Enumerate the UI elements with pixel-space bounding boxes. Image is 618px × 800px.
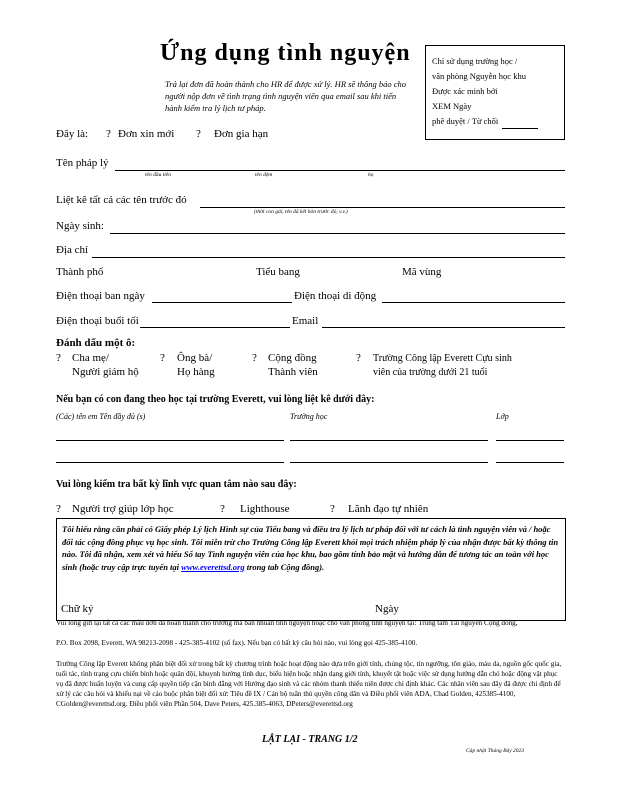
office-line-4: XEM Ngày: [432, 101, 472, 111]
community-label-1: Cộng đồng: [268, 352, 317, 364]
flip-page-note: LẬT LẠI - TRANG 1/2: [262, 734, 358, 745]
day-phone-label: Điện thoại ban ngày: [56, 290, 145, 302]
office-line-3: Được xác minh bởi: [432, 86, 498, 96]
middle-name-hint: tên đệm: [255, 172, 273, 178]
tutor-checkbox[interactable]: ?: [56, 503, 61, 515]
lighthouse-label: Lighthouse: [240, 503, 290, 515]
school-field-1[interactable]: [290, 440, 488, 441]
first-name-hint: tên đầu tiên: [145, 172, 171, 178]
date-label: Ngày: [375, 603, 399, 615]
alumni-checkbox[interactable]: ?: [356, 352, 361, 364]
school-column: Trường học: [290, 412, 328, 421]
school-field-2[interactable]: [290, 462, 488, 463]
day-phone-field[interactable]: [152, 302, 292, 303]
parent-label-1: Cha mẹ/: [72, 352, 109, 364]
application-type-label: Đây là:: [56, 128, 89, 140]
child-name-column: (Các) tên em Tên đầy đủ (s): [56, 412, 146, 421]
parent-checkbox[interactable]: ?: [56, 352, 61, 364]
office-line-5: phê duyệt / Từ chối: [432, 114, 558, 129]
email-label: Email: [292, 315, 319, 327]
lighthouse-checkbox[interactable]: ?: [220, 503, 225, 515]
signature-label: Chữ ký: [61, 603, 94, 615]
dob-label: Ngày sinh:: [56, 220, 104, 232]
grade-field-2[interactable]: [496, 462, 564, 463]
child-name-field-2[interactable]: [56, 462, 284, 463]
leader-label: Lãnh đạo tự nhiên: [348, 503, 429, 515]
state-label: Tiểu bang: [256, 266, 300, 278]
evening-phone-field[interactable]: [140, 327, 290, 328]
renewal-label: Đơn gia hạn: [214, 128, 269, 140]
tutor-label: Người trợ giúp lớp học: [72, 503, 174, 515]
non-discrimination-policy: Trường Công lập Everett không phân biệt đối xử trong bất kỳ chương trình hoặc hoạt động nào dựa trên giới tính, chủng tộc, tín ngưỡng, tôn giáo, màu da, nguồn gốc quốc gia, tuổi tác, tình trạng cựu chiến binh hoặc quân đội, khuynh hướng tình dục, biểu hiện hoặc nhận dạng giới tính, khuyết tật hoặc việc sử dụng hướng dẫn chó hoặc động vật phục vụ đã được huấn luyện và cung cấp quyền tiếp cận bình đẳng với Hướng đạo sinh và các nhóm thanh thiếu niên được chỉ định khác. Các nhân viên sau đây đã được chỉ định để xử lý các câu hỏi và khiếu nại về cáo buộc phân biệt đối xử: Tiêu đề IX / Cán bộ tuân thủ quyền công dân và Điều phối viên ADA, Chad Golden, 425385-4100, CGolden@everettsd.org. Điều phối viên Phần 504, Dave Peters, 425.385-4063, DPeters@everettsd.org: [56, 660, 562, 708]
parent-label-2: Người giám hộ: [72, 366, 139, 378]
address-label: Địa chỉ: [56, 244, 89, 256]
agreement-text-end: trong tab Cộng đồng).: [244, 561, 325, 572]
prior-names-label: Liệt kê tất cả các tên trước đó: [56, 194, 187, 206]
office-use-box: [425, 45, 565, 140]
alumni-label-1: Trường Công lập Everett Cựu sinh: [373, 353, 512, 364]
legal-name-label: Tên pháp lý: [56, 157, 109, 169]
page-title: Ứng dụng tình nguyện: [160, 40, 411, 66]
leader-checkbox[interactable]: ?: [330, 503, 335, 515]
office-line-2: văn phòng Nguyễn học khu: [432, 71, 526, 81]
agreement-text: Tôi hiểu rằng cần phải có Giấy phép Lý lịch Hình sự của Tiểu bang và điều tra lý lịch tư pháp đối với tư cách là tình nguyện viên và / hoặc đối tác cộng đồng phục vụ học sinh. Tôi miễn trừ cho Trường Công lập Everett khỏi mọi trách nhiệm pháp lý của nhận được bất kỳ thông tin nào. Tôi đã nhận, xem xét và hiểu Sổ tay Tình nguyện viên của học khu, bao gồm tính bảo mật và hướng dẫn để tương tác an toàn với học sinh (hoặc truy cập trực tuyến tại: [62, 524, 559, 572]
return-info: Vui lòng gửi lại tất cả các mẫu đơn đã hoàn thành cho trưởng mã ban nhuân tình nguyện hoặc cho văn phòng tình nguyện tại: Trung tâm Tài nguyên Cộng đồng,: [56, 619, 518, 627]
district-website-link[interactable]: www.everettsd.org: [181, 561, 245, 572]
community-label-2: Thành viên: [268, 366, 318, 378]
last-name-hint: họ: [368, 172, 374, 178]
new-app-label: Đơn xin mới: [118, 128, 175, 140]
mark-one-label: Đánh dấu một ô:: [56, 337, 136, 349]
grandparent-label-1: Ông bà/: [177, 352, 213, 364]
child-name-field-1[interactable]: [56, 440, 284, 441]
alumni-label-2: viên của trường dưới 21 tuổi: [373, 367, 488, 378]
renewal-checkbox[interactable]: ?: [196, 128, 201, 140]
evening-phone-label: Điện thoại buổi tối: [56, 315, 139, 327]
prior-names-hint: (thời con gái, tên đã kết hôn trước đó, v.v.): [254, 209, 348, 215]
children-question: Nếu bạn có con đang theo học tại trường Everett, vui lòng liệt kê dưới đây:: [56, 394, 375, 405]
grade-field-1[interactable]: [496, 440, 564, 441]
agreement-box: [56, 518, 566, 621]
city-label: Thành phố: [56, 266, 104, 278]
office-line-1: Chỉ sử dụng trường học /: [432, 56, 518, 66]
address-info: P.O. Box 2098, Everett, WA 98213-2098 - 425-385-4102 (số fax). Nếu bạn có bất kỳ câu hỏi nào, vui lòng gọi 425-385-4100.: [56, 639, 418, 647]
community-checkbox[interactable]: ?: [252, 352, 257, 364]
dob-field[interactable]: [110, 233, 565, 234]
updated-date: Cập nhật Tháng Bảy 2023: [466, 748, 525, 754]
zip-label: Mã vùng: [402, 266, 442, 278]
interest-question: Vui lòng kiểm tra bất kỳ lĩnh vực quan tâm nào sau đây:: [56, 479, 297, 490]
mobile-phone-field[interactable]: [382, 302, 565, 303]
intro-text: Trả lại đơn đã hoàn thành cho HR để được xử lý. HR sẽ thông báo cho người nộp đơn về tình trạng tình nguyện viên qua email sau khi tiến hành kiểm tra lý lịch tư pháp.: [165, 79, 406, 113]
grandparent-checkbox[interactable]: ?: [160, 352, 165, 364]
prior-names-field[interactable]: [200, 207, 565, 208]
mobile-phone-label: Điện thoại di động: [294, 290, 377, 302]
legal-name-field[interactable]: [115, 170, 565, 171]
email-field[interactable]: [322, 327, 565, 328]
new-app-checkbox[interactable]: ?: [106, 128, 111, 140]
grandparent-label-2: Họ hàng: [177, 366, 215, 378]
grade-column: Lớp: [496, 412, 509, 421]
address-field[interactable]: [92, 257, 565, 258]
